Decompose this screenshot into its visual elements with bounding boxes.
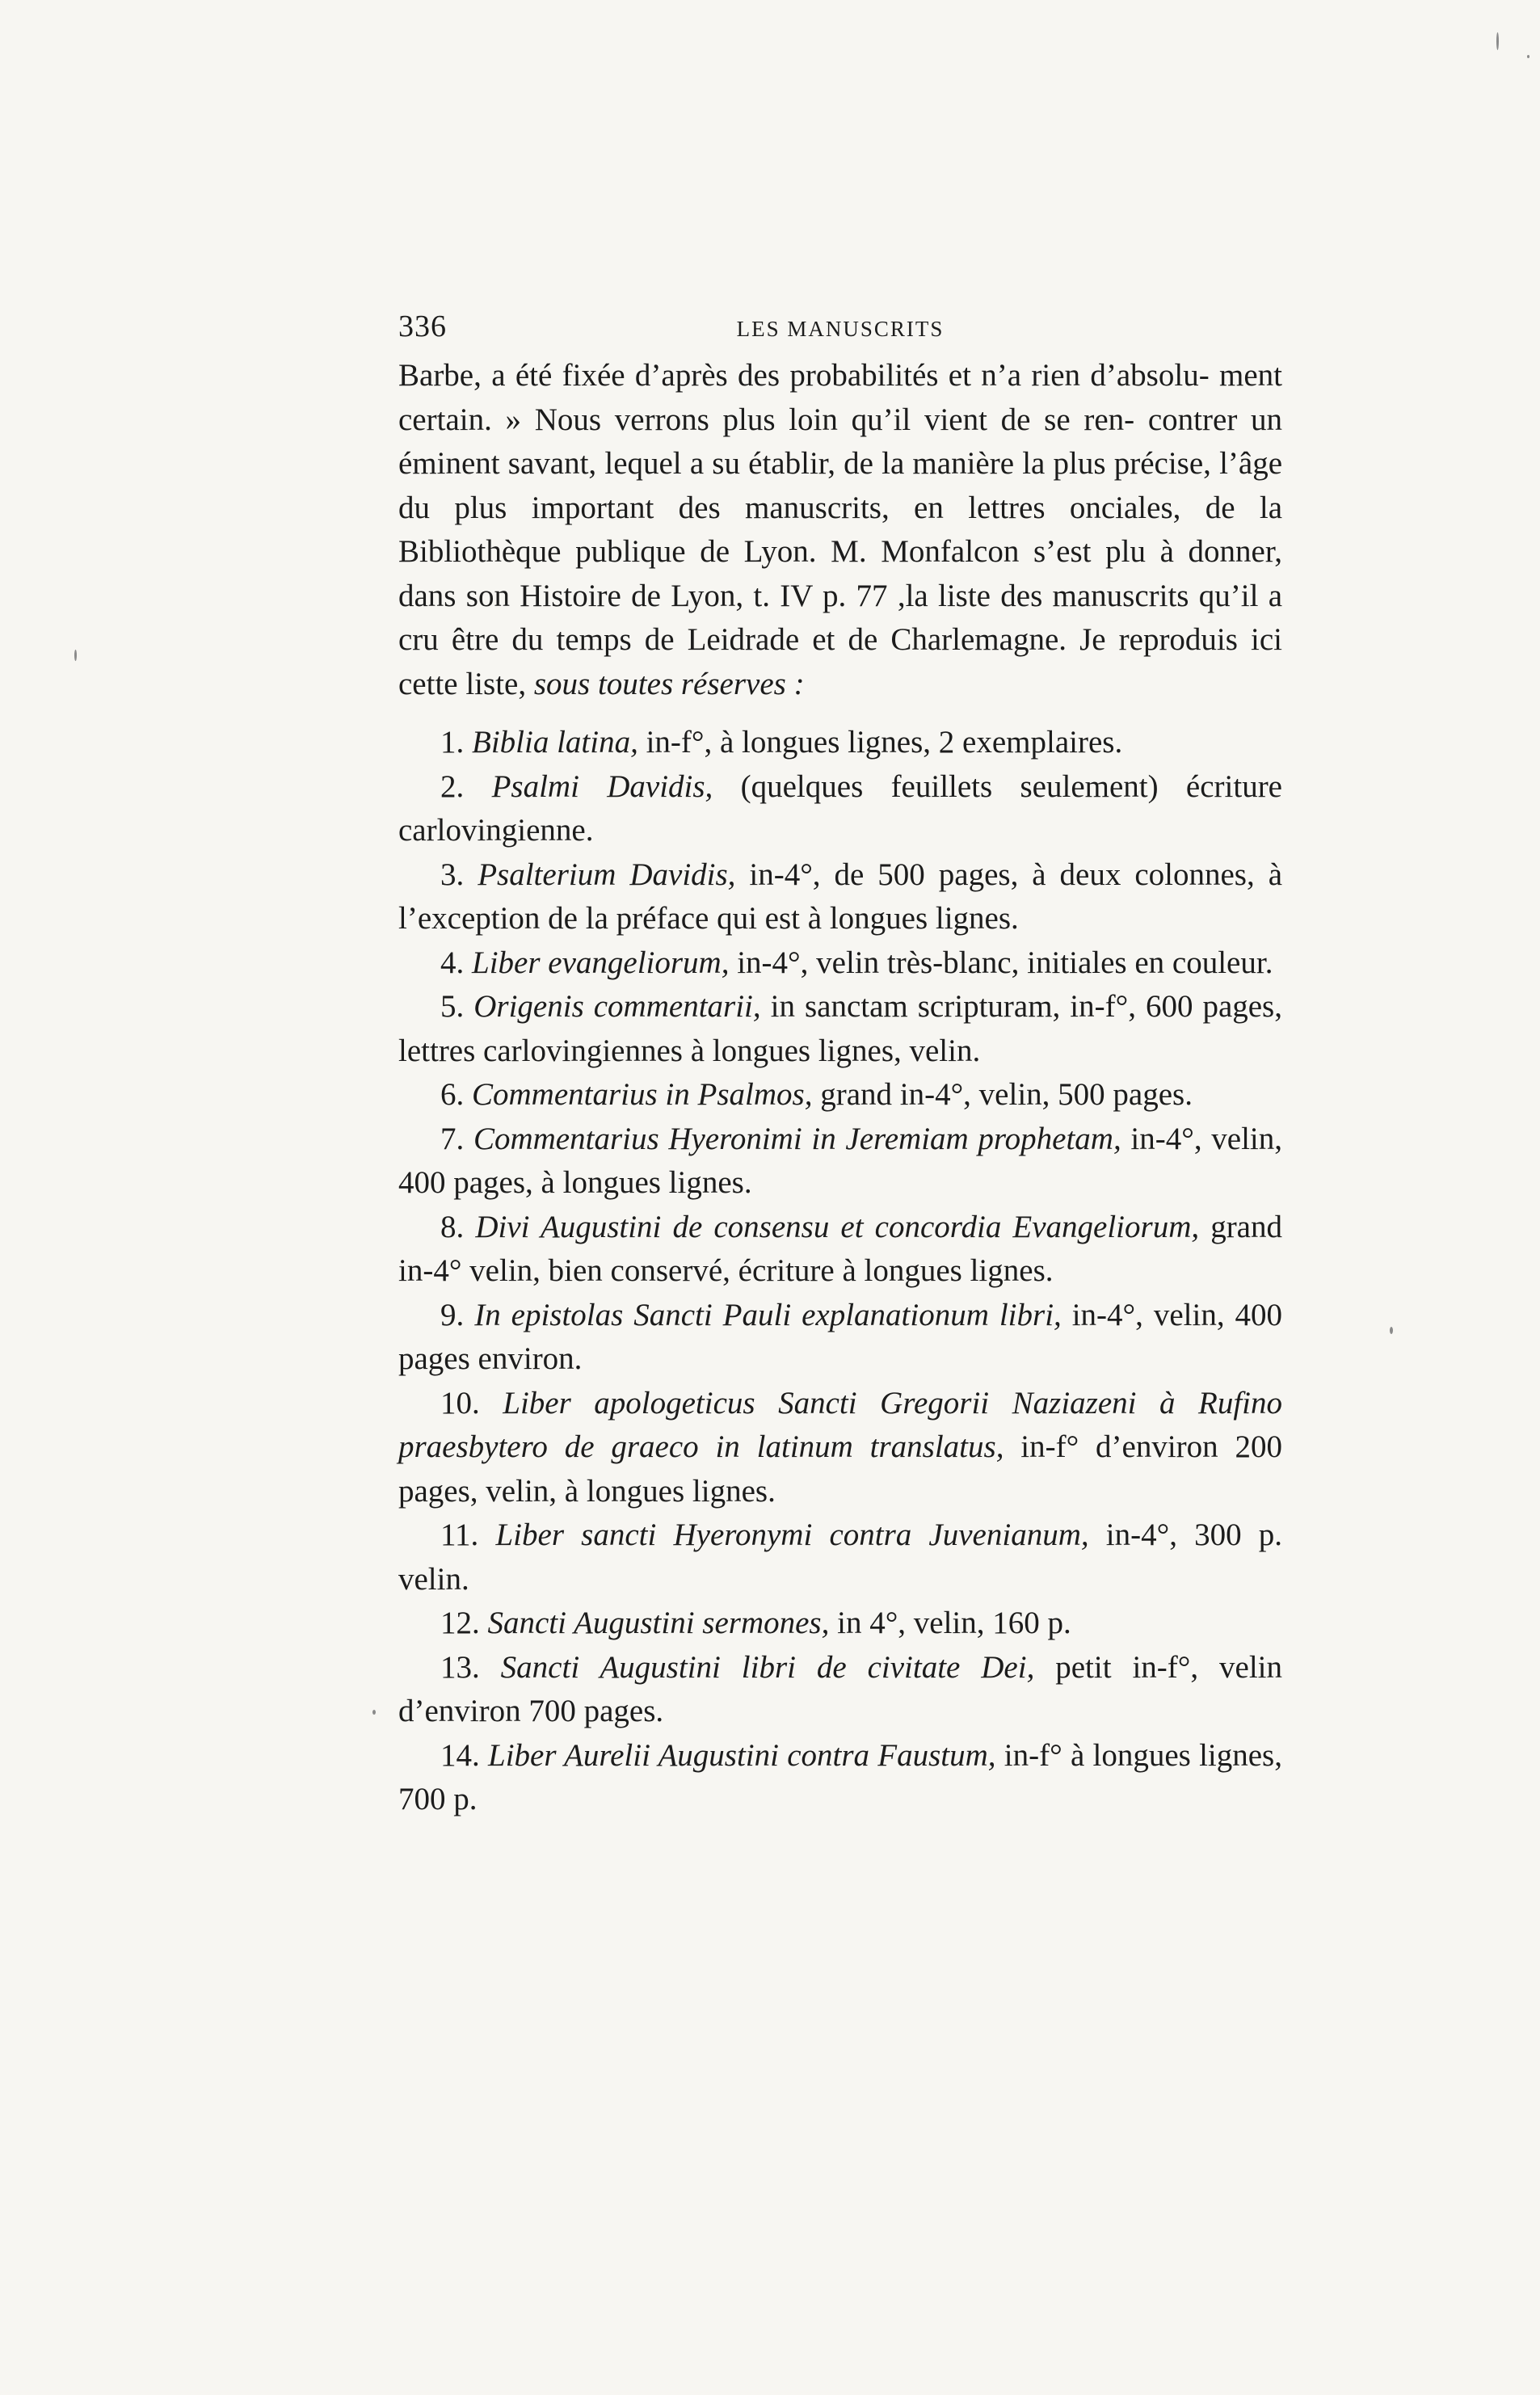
item-description: in-4°, de 500 pages, à deux colonnes, à l’exception de la préface qui est à longues lignes.	[398, 857, 1282, 936]
item-number: 1.	[440, 725, 465, 760]
list-item	[398, 1602, 1282, 1646]
list-item	[398, 1294, 1282, 1382]
intro-paragraph	[398, 354, 1282, 706]
paper-speck	[1390, 1327, 1393, 1334]
item-title: Psalmi Davidis,	[491, 768, 713, 804]
item-description: in-f° d’environ 200 pages, velin, à longues lignes.	[398, 1429, 1282, 1509]
intro-line: Monfalcon s’est plu à donner, dans son Histoire de Lyon, t. IV	[398, 534, 1282, 613]
item-description: in-4°, velin, 400 pages, à longues lignes.	[398, 1121, 1283, 1200]
item-number: 7.	[440, 1121, 465, 1156]
item-number: 13.	[440, 1649, 480, 1685]
item-number: 11.	[440, 1517, 479, 1552]
item-title: Sancti Augustini sermones,	[487, 1606, 830, 1640]
running-head: LES MANUSCRITS	[736, 317, 945, 341]
item-title: Liber evangeliorum,	[472, 945, 730, 980]
list-item	[398, 721, 1282, 765]
item-number: 3.	[440, 857, 465, 892]
page-header	[398, 309, 1282, 351]
paper-speck	[74, 650, 77, 661]
item-title: Commentarius Hyeronimi in Jeremiam prophetam,	[473, 1121, 1121, 1156]
intro-line: sous toutes réserves :	[533, 666, 805, 701]
list-item	[398, 765, 1282, 853]
intro-line: lettres onciales, de la Bibliothèque publique de Lyon. M.	[398, 490, 1283, 569]
list-item	[398, 1382, 1282, 1514]
item-description: (quelques feuillets seulement) écriture carlovingienne.	[398, 768, 1282, 848]
paper-speck	[1527, 55, 1529, 58]
item-number: 8.	[440, 1209, 465, 1244]
page-number: 336	[398, 309, 447, 343]
item-title: Origenis commentarii,	[473, 989, 761, 1024]
page	[398, 309, 1282, 1822]
list-item	[398, 1734, 1282, 1822]
item-description: in-4°, 300 p. velin.	[398, 1517, 1283, 1597]
item-title: Liber apologeticus Sancti Gregorii Naziazeni à Rufino praesbytero de graeco in latinum translatus,	[398, 1385, 1282, 1464]
item-description: petit in-f°, velin d’environ 700 pages.	[398, 1649, 1283, 1728]
list-item	[398, 1073, 1282, 1118]
item-title: Liber sancti Hyeronymi contra Juvenianum,	[495, 1517, 1089, 1552]
intro-line: p. 77 ,la liste des manuscrits qu’il a cru être du temps de	[398, 578, 1283, 657]
item-title: Commentarius in Psalmos,	[472, 1077, 813, 1112]
item-title: Divi Augustini de consensu et concordia Evangeliorum,	[475, 1209, 1200, 1244]
list-item	[398, 1118, 1282, 1206]
item-number: 2.	[440, 768, 465, 804]
list-item	[398, 1206, 1282, 1294]
item-number: 12.	[440, 1606, 480, 1640]
item-number: 9.	[440, 1297, 465, 1332]
list-item	[398, 853, 1282, 941]
item-title: Psalterium Davidis,	[478, 857, 736, 892]
item-number: 6.	[440, 1077, 465, 1112]
item-description: in-f° à longues lignes, 700 p.	[398, 1737, 1282, 1816]
list-item	[398, 985, 1282, 1073]
item-number: 10.	[440, 1385, 480, 1421]
intro-line: contrer un éminent savant, lequel a su établir, de la manière	[398, 402, 1283, 481]
list-item	[398, 1646, 1282, 1734]
paper-speck	[372, 1710, 376, 1715]
item-number: 5.	[440, 989, 465, 1024]
item-description: in-4°, velin, 400 pages environ.	[398, 1297, 1283, 1376]
item-number: 14.	[440, 1737, 480, 1773]
paper-speck	[1496, 32, 1499, 50]
item-title: Sancti Augustini libri de civitate Dei,	[500, 1649, 1035, 1685]
list-item	[398, 1513, 1282, 1602]
intro-line: Leidrade et de Charlemagne. Je reproduis ici cette liste,	[398, 622, 1282, 701]
list-item	[398, 941, 1282, 986]
item-title: Biblia latina,	[472, 725, 638, 760]
item-title: In epistolas Sancti Pauli explanationum libri,	[474, 1297, 1062, 1332]
item-description: in-4°, velin très-blanc, initiales en couleur.	[729, 945, 1273, 980]
item-description: in sanctam scripturam, in-f°, 600 pages, lettres carlovingiennes à longues lignes, velin.	[398, 989, 1282, 1068]
item-description: in-f°, à longues lignes, 2 exemplaires.	[637, 725, 1123, 760]
intro-line: ment certain. » Nous verrons plus loin qu’il vient de se ren-	[398, 358, 1283, 437]
item-number: 4.	[440, 945, 465, 980]
item-description: grand in-4°, velin, 500 pages.	[812, 1077, 1193, 1112]
item-title: Liber Aurelii Augustini contra Faustum,	[488, 1737, 996, 1773]
item-description: in 4°, velin, 160 p.	[829, 1606, 1071, 1640]
intro-line: Barbe, a été fixée d’après des probabilités et n’a rien d’absolu-	[398, 358, 1210, 393]
item-description: grand in-4° velin, bien conservé, écriture à longues lignes.	[398, 1209, 1282, 1288]
intro-line: la plus précise, l’âge du plus important des manuscrits, en	[398, 446, 1283, 525]
